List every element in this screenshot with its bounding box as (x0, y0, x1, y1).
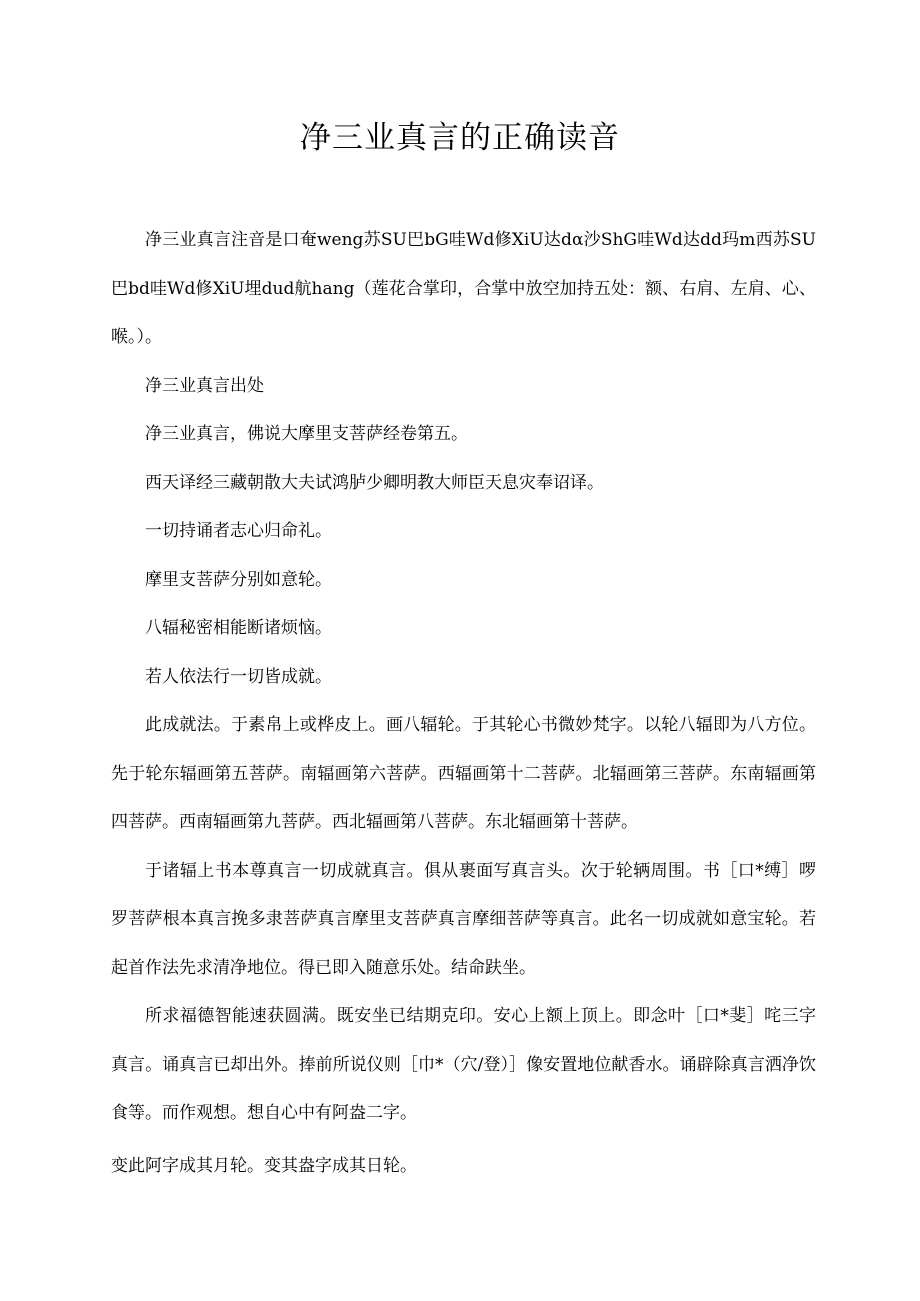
paragraph-pronunciation: 净三业真言注音是口奄weng苏SU巴bG哇Wd修XiU达dα沙ShG哇Wd达dd玛m西苏SU巴bd哇Wd修XiU埋dud航hang（莲花合掌印，合掌中放空加持五处：额、右肩、左肩、心、喉。）。 (111, 230, 816, 347)
paragraph-source-heading: 净三业真言出处 (145, 375, 264, 396)
paragraph-verse-2: 摩里支菩萨分别如意轮。 (145, 569, 332, 590)
paragraph-source: 净三业真言，佛说大摩里支菩萨经卷第五。 (145, 424, 468, 444)
document-title: 净三业真言的正确读音 (300, 120, 620, 156)
paragraph-verse-3: 八辐秘密相能断诸烦恼。 (145, 618, 332, 638)
paragraph-translator: 西天译经三藏朝散大夫试鸿胪少卿明教大师臣天息灾奉诏译。 (145, 472, 604, 493)
paragraph-mantras: 于诸辐上书本尊真言一切成就真言。俱从裹面写真言头。次于轮辆周围。书［口*缚］啰罗菩萨根本真言挽多隶菩萨真言摩里支菩萨真言摩细菩萨等真言。此名一切成就如意宝轮。若起首作法先求清净地位。得已即入随意乐处。结命趺坐。 (111, 860, 816, 978)
paragraph-practice: 所求福德智能速获圆满。既安坐已结期克印。安心上额上顶上。即念叶［口*斐］咤三字真言。诵真言已却出外。捧前所说仪则［巾*（穴/登）］像安置地位献香水。诵辟除真言洒净饮食等。而作观想。想自心中有阿盎二字。 (111, 1006, 816, 1123)
paragraph-transformation: 变此阿字成其月轮。变其盎字成其日轮。 (111, 1155, 417, 1176)
document-body (111, 216, 816, 1190)
paragraph-method: 此成就法。于素帛上或桦皮上。画八辐轮。于其轮心书微妙梵字。以轮八辐即为八方位。先于轮东辐画第五菩萨。南辐画第六菩萨。西辐画第十二菩萨。北辐画第三菩萨。东南辐画第四菩萨。西南辐画第九菩萨。西北辐画第八菩萨。东北辐画第十菩萨。 (111, 715, 816, 832)
paragraph-verse-1: 一切持诵者志心归命礼。 (145, 521, 332, 541)
paragraph-verse-4: 若人依法行一切皆成就。 (145, 666, 332, 687)
